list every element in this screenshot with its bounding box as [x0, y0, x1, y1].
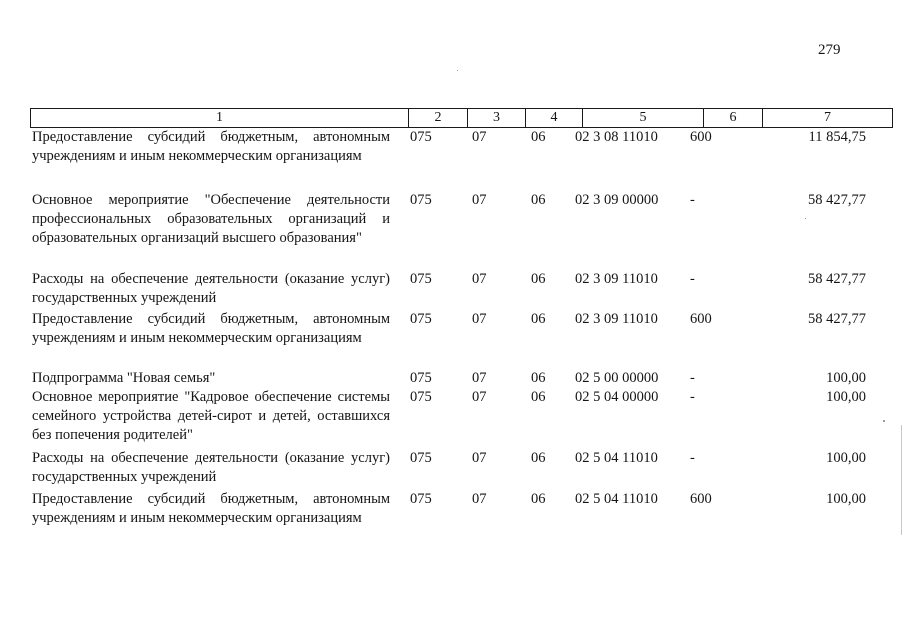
row-subsection: 06 — [531, 192, 546, 208]
header-cell-2: 2 — [408, 109, 467, 127]
row-target-code: 02 5 04 11010 — [575, 491, 658, 507]
row-section: 07 — [472, 491, 487, 507]
row-section: 07 — [472, 450, 487, 466]
row-expense-type: - — [690, 450, 695, 466]
row-subsection: 06 — [531, 311, 546, 327]
row-subsection: 06 — [531, 129, 546, 145]
row-section: 07 — [472, 311, 487, 327]
row-grbs: 075 — [410, 450, 432, 466]
row-amount: 100,00 — [826, 370, 866, 386]
table-header — [30, 108, 893, 128]
row-subsection: 06 — [531, 389, 546, 405]
row-expense-type: - — [690, 389, 695, 405]
row-target-code: 02 3 09 11010 — [575, 311, 658, 327]
row-amount: 100,00 — [826, 450, 866, 466]
row-expense-type: 600 — [690, 491, 712, 507]
row-grbs: 075 — [410, 491, 432, 507]
row-grbs: 075 — [410, 129, 432, 145]
row-amount: 100,00 — [826, 491, 866, 507]
scan-speck — [805, 218, 806, 219]
row-amount: 58 427,77 — [808, 311, 866, 327]
row-name: Расходы на обеспечение деятельности (оказание услуг) государственных учреждений — [32, 271, 390, 306]
page-number: 279 — [818, 42, 841, 58]
row-grbs: 075 — [410, 192, 432, 208]
row-subsection: 06 — [531, 271, 546, 287]
row-expense-type: - — [690, 370, 695, 386]
row-name: Основное мероприятие "Кадровое обеспечение системы семейного устройства детей-сирот и детей, оставшихся без попечения родителей" — [32, 389, 390, 443]
scan-speck — [883, 420, 885, 422]
row-target-code: 02 5 04 11010 — [575, 450, 658, 466]
row-name: Подпрограмма "Новая семья" — [32, 370, 216, 386]
row-name: Основное мероприятие "Обеспечение деятельности профессиональных образовательных организаций и образовательных организаций высшего образования" — [32, 192, 390, 246]
row-amount: 100,00 — [826, 389, 866, 405]
row-grbs: 075 — [410, 370, 432, 386]
scan-speck — [457, 70, 458, 71]
header-cell-7: 7 — [762, 109, 892, 127]
row-name: Предоставление субсидий бюджетным, автономным учреждениям и иным некоммерческим организациям — [32, 311, 390, 346]
row-expense-type: 600 — [690, 129, 712, 145]
row-subsection: 06 — [531, 450, 546, 466]
row-amount: 58 427,77 — [808, 192, 866, 208]
row-subsection: 06 — [531, 491, 546, 507]
row-expense-type: - — [690, 192, 695, 208]
row-name: Предоставление субсидий бюджетным, автономным учреждениям и иным некоммерческим организациям — [32, 491, 390, 526]
row-target-code: 02 3 08 11010 — [575, 129, 658, 145]
row-target-code: 02 5 04 00000 — [575, 389, 659, 405]
row-section: 07 — [472, 192, 487, 208]
row-grbs: 075 — [410, 271, 432, 287]
header-cell-6: 6 — [703, 109, 762, 127]
header-cell-1: 1 — [216, 110, 223, 125]
row-name: Предоставление субсидий бюджетным, автономным учреждениям и иным некоммерческим организациям — [32, 129, 390, 164]
row-amount: 11 854,75 — [808, 129, 866, 145]
header-cell-4: 4 — [525, 109, 582, 127]
header-cell-3: 3 — [467, 109, 525, 127]
row-section: 07 — [472, 271, 487, 287]
row-target-code: 02 5 00 00000 — [575, 370, 659, 386]
row-section: 07 — [472, 129, 487, 145]
row-section: 07 — [472, 370, 487, 386]
row-expense-type: - — [690, 271, 695, 287]
row-amount: 58 427,77 — [808, 271, 866, 287]
scan-edge-mark — [901, 425, 902, 535]
row-expense-type: 600 — [690, 311, 712, 327]
row-name: Расходы на обеспечение деятельности (оказание услуг) государственных учреждений — [32, 450, 390, 485]
row-target-code: 02 3 09 11010 — [575, 271, 658, 287]
row-subsection: 06 — [531, 370, 546, 386]
row-section: 07 — [472, 389, 487, 405]
row-grbs: 075 — [410, 389, 432, 405]
row-grbs: 075 — [410, 311, 432, 327]
row-target-code: 02 3 09 00000 — [575, 192, 659, 208]
header-cell-5: 5 — [582, 109, 703, 127]
